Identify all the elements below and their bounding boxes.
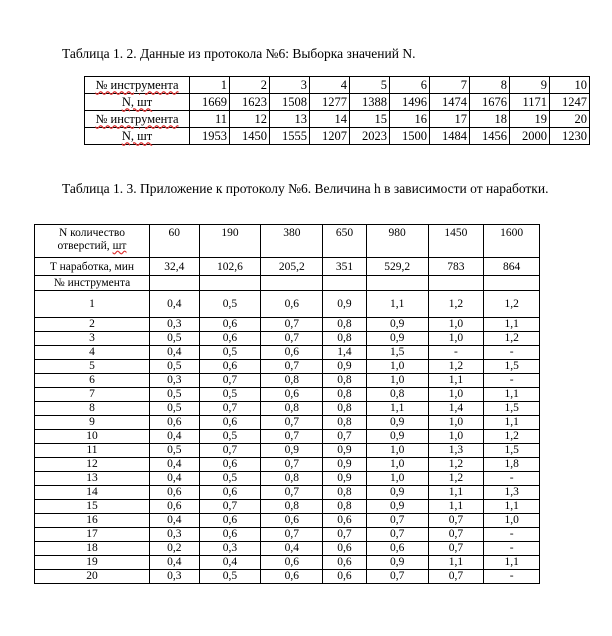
table-cell: 1474 — [430, 94, 470, 111]
table-cell: 14 — [310, 111, 350, 128]
table-cell: 1388 — [350, 94, 390, 111]
instrument-header-row — [35, 276, 540, 291]
table-cell: 1,1 — [428, 374, 484, 388]
table2-caption: Таблица 1. 3. Приложение к протоколу №6. Величина h в зависимости от наработки. — [62, 181, 549, 196]
table-cell: 0,6 — [199, 416, 261, 430]
instrument-id: 12 — [35, 458, 150, 472]
table-cell: 1,1 — [366, 402, 428, 416]
table-row — [35, 458, 540, 472]
header-value: 32,4 — [150, 258, 200, 276]
table-cell: 18 — [470, 111, 510, 128]
table-cell: 1,0 — [428, 430, 484, 444]
table-cell: 1,0 — [428, 388, 484, 402]
table-cell: - — [484, 570, 540, 584]
table-cell: 0,5 — [199, 291, 261, 318]
table-row — [35, 402, 540, 416]
instrument-id: 19 — [35, 556, 150, 570]
header-label: № инструмента — [35, 276, 150, 291]
table-cell: 5 — [350, 77, 390, 94]
table-cell: 0,6 — [199, 458, 261, 472]
table-cell: 1,2 — [428, 458, 484, 472]
table-row — [35, 542, 540, 556]
table-cell: 0,5 — [199, 472, 261, 486]
table-cell: 1247 — [550, 94, 590, 111]
table-cell: 1,8 — [484, 458, 540, 472]
table-cell: 0,9 — [366, 332, 428, 346]
table-row — [35, 374, 540, 388]
table-row — [35, 416, 540, 430]
table-cell: 1,0 — [366, 458, 428, 472]
table-cell: 0,5 — [150, 332, 200, 346]
table-row — [35, 388, 540, 402]
row-label-text: N, шт — [121, 129, 153, 143]
table-cell: 1,0 — [428, 416, 484, 430]
table-cell: 0,7 — [199, 402, 261, 416]
table-cell: 0,6 — [261, 388, 323, 402]
table-cell: - — [484, 346, 540, 360]
table-cell: 1,5 — [484, 444, 540, 458]
table-cell: 15 — [350, 111, 390, 128]
table-cell: 0,3 — [150, 570, 200, 584]
table-cell: 1,2 — [484, 332, 540, 346]
table-cell: 0,6 — [366, 542, 428, 556]
table-cell: 0,9 — [323, 360, 366, 374]
table-cell: 0,9 — [366, 430, 428, 444]
table-cell: 0,9 — [323, 472, 366, 486]
table-cell: 0,6 — [261, 570, 323, 584]
table-cell: 2000 — [510, 128, 550, 145]
table-row — [35, 291, 540, 318]
instrument-id: 20 — [35, 570, 150, 584]
header-label: T наработка, мин — [35, 258, 150, 276]
table-cell: 0,9 — [366, 556, 428, 570]
table-cell: 1,0 — [428, 318, 484, 332]
table-cell: 0,6 — [199, 486, 261, 500]
table-cell: 2 — [230, 77, 270, 94]
table-cell: 0,7 — [261, 318, 323, 332]
table-cell: 0,6 — [323, 514, 366, 528]
table-cell: 0,4 — [150, 472, 200, 486]
table-cell: 0,9 — [366, 416, 428, 430]
table-cell: 0,4 — [150, 346, 200, 360]
table-cell: 1,0 — [428, 332, 484, 346]
table-cell: 3 — [270, 77, 310, 94]
table-cell: 6 — [390, 77, 430, 94]
table-cell: 7 — [430, 77, 470, 94]
table-cell: 0,9 — [366, 486, 428, 500]
table-cell: 1,1 — [428, 556, 484, 570]
table1-sample-values — [84, 76, 590, 145]
table-cell: 11 — [190, 111, 230, 128]
table-cell: 0,9 — [366, 500, 428, 514]
table-cell: 0,8 — [323, 500, 366, 514]
table-cell: 1 — [190, 77, 230, 94]
n-holes-header-row — [35, 225, 540, 258]
table-cell: 0,8 — [261, 402, 323, 416]
table-cell: 0,5 — [199, 346, 261, 360]
table-cell: 0,9 — [323, 291, 366, 318]
table-cell: 1,2 — [484, 291, 540, 318]
table-cell: 0,3 — [199, 542, 261, 556]
table-cell: 0,4 — [199, 556, 261, 570]
header-value: 205,2 — [261, 258, 323, 276]
table-cell: 1,1 — [484, 318, 540, 332]
table-cell: 0,9 — [323, 444, 366, 458]
table-cell: 0,7 — [199, 500, 261, 514]
table-cell: 1669 — [190, 94, 230, 111]
table-cell: 0,7 — [261, 486, 323, 500]
instrument-id: 13 — [35, 472, 150, 486]
table-cell: 1555 — [270, 128, 310, 145]
empty-cell — [150, 276, 200, 291]
table-cell: 0,7 — [199, 444, 261, 458]
table-cell: 1496 — [390, 94, 430, 111]
table-row — [35, 528, 540, 542]
table-cell: 1171 — [510, 94, 550, 111]
row-label-text: № инструмента — [95, 112, 179, 126]
table-cell: 0,7 — [199, 374, 261, 388]
table-cell: 1,5 — [484, 402, 540, 416]
header-value: 783 — [428, 258, 484, 276]
table-cell: 1623 — [230, 94, 270, 111]
instrument-id: 10 — [35, 430, 150, 444]
table-cell: 0,8 — [323, 318, 366, 332]
table-cell: 0,6 — [261, 514, 323, 528]
table-cell: 0,4 — [150, 291, 200, 318]
table-cell: 0,8 — [323, 332, 366, 346]
instrument-id: 9 — [35, 416, 150, 430]
table-cell: 1500 — [390, 128, 430, 145]
table-cell: 20 — [550, 111, 590, 128]
table-cell: 13 — [270, 111, 310, 128]
table-cell: 1,1 — [428, 486, 484, 500]
table-cell: 0,5 — [199, 430, 261, 444]
instrument-id: 4 — [35, 346, 150, 360]
table-cell: 9 — [510, 77, 550, 94]
header-value: 864 — [484, 258, 540, 276]
table-cell: 0,6 — [199, 360, 261, 374]
table-cell: 1277 — [310, 94, 350, 111]
table-cell: 0,6 — [323, 542, 366, 556]
table-cell: 0,8 — [323, 402, 366, 416]
table-cell: 1450 — [230, 128, 270, 145]
table-cell: 1,4 — [428, 402, 484, 416]
empty-cell — [323, 276, 366, 291]
table-cell: 0,8 — [261, 472, 323, 486]
instrument-number-row — [85, 77, 590, 94]
table-cell: 0,6 — [150, 416, 200, 430]
table-cell: 19 — [510, 111, 550, 128]
header-value: 380 — [261, 225, 323, 258]
table-cell: 1,5 — [366, 346, 428, 360]
table-cell: 1,3 — [484, 486, 540, 500]
table-cell: 0,6 — [199, 528, 261, 542]
table-cell: 1,2 — [428, 291, 484, 318]
table-cell: 0,7 — [428, 514, 484, 528]
table-cell: 0,6 — [261, 291, 323, 318]
row-label-text: № инструмента — [95, 78, 179, 92]
table-cell: 8 — [470, 77, 510, 94]
table-cell: 1,0 — [366, 374, 428, 388]
table-cell: 0,4 — [261, 542, 323, 556]
row-label-text: N, шт — [121, 95, 153, 109]
table-cell: 1,5 — [484, 360, 540, 374]
table-cell: 0,6 — [199, 514, 261, 528]
header-value: 351 — [323, 258, 366, 276]
table-cell: 0,6 — [150, 486, 200, 500]
instrument-id: 5 — [35, 360, 150, 374]
empty-cell — [261, 276, 323, 291]
table-cell: 0,6 — [323, 570, 366, 584]
runtime-header-row — [35, 258, 540, 276]
table-cell: 10 — [550, 77, 590, 94]
table-cell: 1,1 — [484, 416, 540, 430]
table-cell: 0,9 — [323, 458, 366, 472]
table-cell: 0,5 — [150, 388, 200, 402]
table-cell: 0,7 — [261, 360, 323, 374]
n-count-row — [85, 94, 590, 111]
table-cell: 0,3 — [150, 528, 200, 542]
table-row — [35, 514, 540, 528]
table-cell: 1484 — [430, 128, 470, 145]
instrument-id: 16 — [35, 514, 150, 528]
table-cell: 0,5 — [150, 360, 200, 374]
table-cell: 0,7 — [261, 332, 323, 346]
table-cell: 0,9 — [261, 444, 323, 458]
table-cell: 0,8 — [323, 416, 366, 430]
table-cell: 0,6 — [261, 346, 323, 360]
table-cell: 0,5 — [150, 444, 200, 458]
table-cell: 1,2 — [484, 430, 540, 444]
table-cell: 0,7 — [261, 528, 323, 542]
row-label — [85, 77, 190, 94]
table-cell: 1,1 — [366, 291, 428, 318]
instrument-id: 18 — [35, 542, 150, 556]
table-cell: - — [484, 472, 540, 486]
table-cell: 0,6 — [199, 332, 261, 346]
table-cell: 0,5 — [199, 388, 261, 402]
table-cell: - — [428, 346, 484, 360]
row-label — [85, 94, 190, 111]
row-label — [85, 128, 190, 145]
instrument-id: 6 — [35, 374, 150, 388]
header-value: 1450 — [428, 225, 484, 258]
table-cell: 0,7 — [366, 570, 428, 584]
unit-text: шт — [112, 240, 127, 252]
table-cell: 1,1 — [484, 556, 540, 570]
table-cell: 0,3 — [150, 318, 200, 332]
table-cell: 0,7 — [261, 430, 323, 444]
empty-cell — [428, 276, 484, 291]
table-cell: 0,7 — [261, 416, 323, 430]
header-value: 60 — [150, 225, 200, 258]
table-row — [35, 486, 540, 500]
table-cell: 0,8 — [261, 500, 323, 514]
table-row — [35, 318, 540, 332]
header-value: 980 — [366, 225, 428, 258]
table-cell: 1676 — [470, 94, 510, 111]
table-cell: 1,1 — [428, 500, 484, 514]
table-row — [35, 472, 540, 486]
table-cell: 0,7 — [261, 458, 323, 472]
empty-cell — [366, 276, 428, 291]
table-cell: 17 — [430, 111, 470, 128]
header-value: 190 — [199, 225, 261, 258]
table-cell: - — [484, 542, 540, 556]
table-cell: - — [484, 374, 540, 388]
table-cell: 1508 — [270, 94, 310, 111]
table-cell: 1,2 — [428, 472, 484, 486]
header-value: 529,2 — [366, 258, 428, 276]
table-cell: 1,2 — [428, 360, 484, 374]
instrument-id: 15 — [35, 500, 150, 514]
table-cell: 2023 — [350, 128, 390, 145]
table-cell: 0,4 — [150, 556, 200, 570]
table-cell: 0,4 — [150, 430, 200, 444]
table2-wear-vs-runtime — [34, 224, 540, 584]
table-cell: 0,3 — [150, 374, 200, 388]
table-row — [35, 570, 540, 584]
table-cell: 0,7 — [323, 528, 366, 542]
table-cell: 0,7 — [366, 528, 428, 542]
table-cell: 1,3 — [428, 444, 484, 458]
instrument-id: 8 — [35, 402, 150, 416]
table-cell: - — [484, 528, 540, 542]
header-label: N количество отверстий, шт — [35, 225, 150, 258]
table-cell: 1,0 — [366, 444, 428, 458]
table-cell: 0,8 — [323, 388, 366, 402]
table-row — [35, 444, 540, 458]
table-cell: 0,2 — [150, 542, 200, 556]
table-cell: 0,8 — [323, 374, 366, 388]
table-cell: 1,0 — [366, 360, 428, 374]
instrument-id: 11 — [35, 444, 150, 458]
instrument-id: 1 — [35, 291, 150, 318]
table-cell: 0,6 — [323, 556, 366, 570]
table-cell: 0,4 — [150, 514, 200, 528]
table-cell: 0,6 — [261, 556, 323, 570]
empty-cell — [199, 276, 261, 291]
table-cell: 0,8 — [261, 374, 323, 388]
table-row — [35, 332, 540, 346]
table-cell: 16 — [390, 111, 430, 128]
table-row — [35, 556, 540, 570]
instrument-id: 2 — [35, 318, 150, 332]
empty-cell — [484, 276, 540, 291]
instrument-id: 7 — [35, 388, 150, 402]
table-row — [35, 500, 540, 514]
table-cell: 0,7 — [428, 542, 484, 556]
table-cell: 0,5 — [199, 570, 261, 584]
table-row — [35, 360, 540, 374]
table-cell: 0,6 — [150, 500, 200, 514]
table-row — [35, 346, 540, 360]
header-value: 1600 — [484, 225, 540, 258]
table-cell: 1953 — [190, 128, 230, 145]
n-count-row — [85, 128, 590, 145]
table-cell: 0,4 — [150, 458, 200, 472]
table-cell: 0,7 — [323, 430, 366, 444]
table-cell: 1,0 — [366, 472, 428, 486]
table-cell: 0,7 — [366, 514, 428, 528]
table-cell: 0,7 — [428, 528, 484, 542]
table-cell: 1,4 — [323, 346, 366, 360]
table-cell: 1207 — [310, 128, 350, 145]
table1-caption: Таблица 1. 2. Данные из протокола №6: Выборка значений N. — [62, 46, 416, 61]
table-cell: 1456 — [470, 128, 510, 145]
table-cell: 1,1 — [484, 388, 540, 402]
table-cell: 0,9 — [366, 318, 428, 332]
table-cell: 4 — [310, 77, 350, 94]
table-cell: 0,5 — [150, 402, 200, 416]
table-cell: 0,8 — [366, 388, 428, 402]
instrument-id: 17 — [35, 528, 150, 542]
table-cell: 0,7 — [428, 570, 484, 584]
table-cell: 12 — [230, 111, 270, 128]
table-cell: 1230 — [550, 128, 590, 145]
instrument-number-row — [85, 111, 590, 128]
table-cell: 0,6 — [199, 318, 261, 332]
header-value: 102,6 — [199, 258, 261, 276]
header-value: 650 — [323, 225, 366, 258]
table-cell: 0,8 — [323, 486, 366, 500]
instrument-id: 14 — [35, 486, 150, 500]
table-cell: 1,0 — [484, 514, 540, 528]
instrument-id: 3 — [35, 332, 150, 346]
row-label — [85, 111, 190, 128]
table-cell: 1,1 — [484, 500, 540, 514]
table-row — [35, 430, 540, 444]
